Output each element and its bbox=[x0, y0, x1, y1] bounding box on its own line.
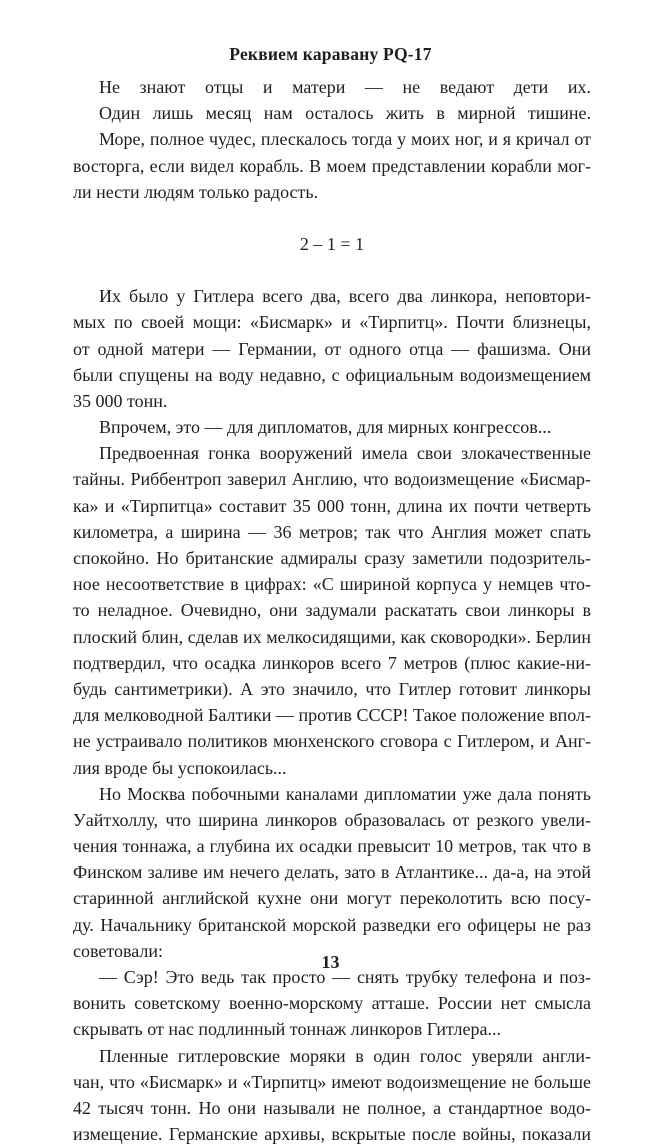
text-line: вонить советскому военно-морскому атташе. России нет смысла bbox=[73, 993, 591, 1014]
text-line: Предвоенная гонка вооружений имела свои злокачественные bbox=[99, 443, 591, 464]
text-line: советовали: bbox=[73, 940, 164, 961]
text-line: плоский блин, сделав их мелкосидящими, как сковородки». Берлин bbox=[73, 626, 591, 647]
text-line: километра, а ширина — 36 метров; так что Англия может спать bbox=[73, 521, 591, 542]
running-head: Реквием каравану PQ-17 bbox=[229, 44, 432, 64]
text-line: Пленные гитлеровские моряки в один голос уверяли англи- bbox=[99, 1045, 591, 1066]
text-line: чения тоннажа, а глубина их осадки превысит 10 метров, так что в bbox=[73, 836, 591, 857]
text-line: для мелководной Балтики — против СССР! Такое положение впол- bbox=[73, 705, 591, 726]
text-line: Один лишь месяц нам осталось жить в мирной тишине. bbox=[99, 103, 591, 124]
text-line: старинной английской кухне они могут переколотить всю посу- bbox=[73, 888, 591, 909]
text-line: спокойно. Но британские адмиралы сразу заметили подозритель- bbox=[73, 548, 591, 568]
text-line: то неладное. Очевидно, они задумали раскатать свои линкоры в bbox=[73, 600, 591, 621]
text-line: Финском заливе им нечего делать, зато в Атлантике... да-а, на этой bbox=[73, 862, 591, 883]
text-line: Уайтхоллу, что ширина линкоров образовалась от резкого увели- bbox=[73, 809, 591, 830]
text-line: скрывать от нас подлинный тоннаж линкоров Гитлера... bbox=[73, 1019, 501, 1040]
text-line: от одной матери — Германии, от одного отца — фашизма. Они bbox=[73, 338, 591, 359]
text-line: будь сантиметрики). А это значило, что Гитлер готовит линкоры bbox=[73, 678, 591, 699]
text-line: лия вроде бы успокоилась... bbox=[73, 757, 287, 778]
text-line: — Сэр! Это ведь так просто — снять трубку телефона и поз- bbox=[99, 967, 591, 987]
text-line: ли нести людям только радость. bbox=[73, 181, 319, 202]
page-number: 13 bbox=[321, 952, 340, 972]
section-heading: 2 – 1 = 1 bbox=[299, 233, 365, 254]
text-line: 35 000 тонн. bbox=[73, 390, 168, 411]
text-line: тайны. Риббентроп заверил Англию, что водоизмещение «Бисмар- bbox=[73, 469, 591, 490]
text-line: 42 тысяч тонн. Но они называли не полное, а стандартное водо- bbox=[73, 1097, 591, 1118]
text-line: были спущены на воду недавно, с официальным водоизмещением bbox=[73, 364, 591, 385]
text-line: Не знают отцы и матери — не ведают дети их. bbox=[99, 77, 591, 97]
text-line: ду. Начальнику британской морской разведки его офицеры не раз bbox=[73, 914, 591, 935]
text-line: восторга, если видел корабль. В моем представлении корабли мог- bbox=[73, 155, 591, 176]
text-line: подтвердил, что осадка линкоров всего 7 метров (плюс какие-ни- bbox=[73, 652, 591, 673]
text-line: чан, что «Бисмарк» и «Тирпитц» имеют водоизмещение не больше bbox=[73, 1071, 591, 1092]
text-line: Их было у Гитлера всего два, всего два линкора, неповтори- bbox=[99, 286, 591, 307]
text-line: Но Москва побочными каналами дипломатии уже дала понять bbox=[99, 783, 591, 804]
text-line: ка» и «Тирпитца» составит 35 000 тонн, длина их почти четверть bbox=[73, 495, 591, 516]
text-line: Море, полное чудес, плескалось тогда у моих ног, и я кричал от bbox=[99, 129, 591, 150]
text-line: измещение. Германские архивы, вскрытые после войны, показали bbox=[73, 1124, 591, 1145]
text-line: мых по своей мощи: «Бисмарк» и «Тирпитц». Почти близнецы, bbox=[73, 312, 591, 333]
body-text bbox=[73, 74, 591, 1147]
text-line: Впрочем, это — для дипломатов, для мирных конгрессов... bbox=[99, 417, 552, 438]
text-line: не устраивало политиков мюнхенского сговора с Гитлером, и Анг- bbox=[73, 731, 591, 752]
text-line: ное несоответствие в цифрах: «С шириной корпуса у немцев что- bbox=[73, 574, 591, 595]
